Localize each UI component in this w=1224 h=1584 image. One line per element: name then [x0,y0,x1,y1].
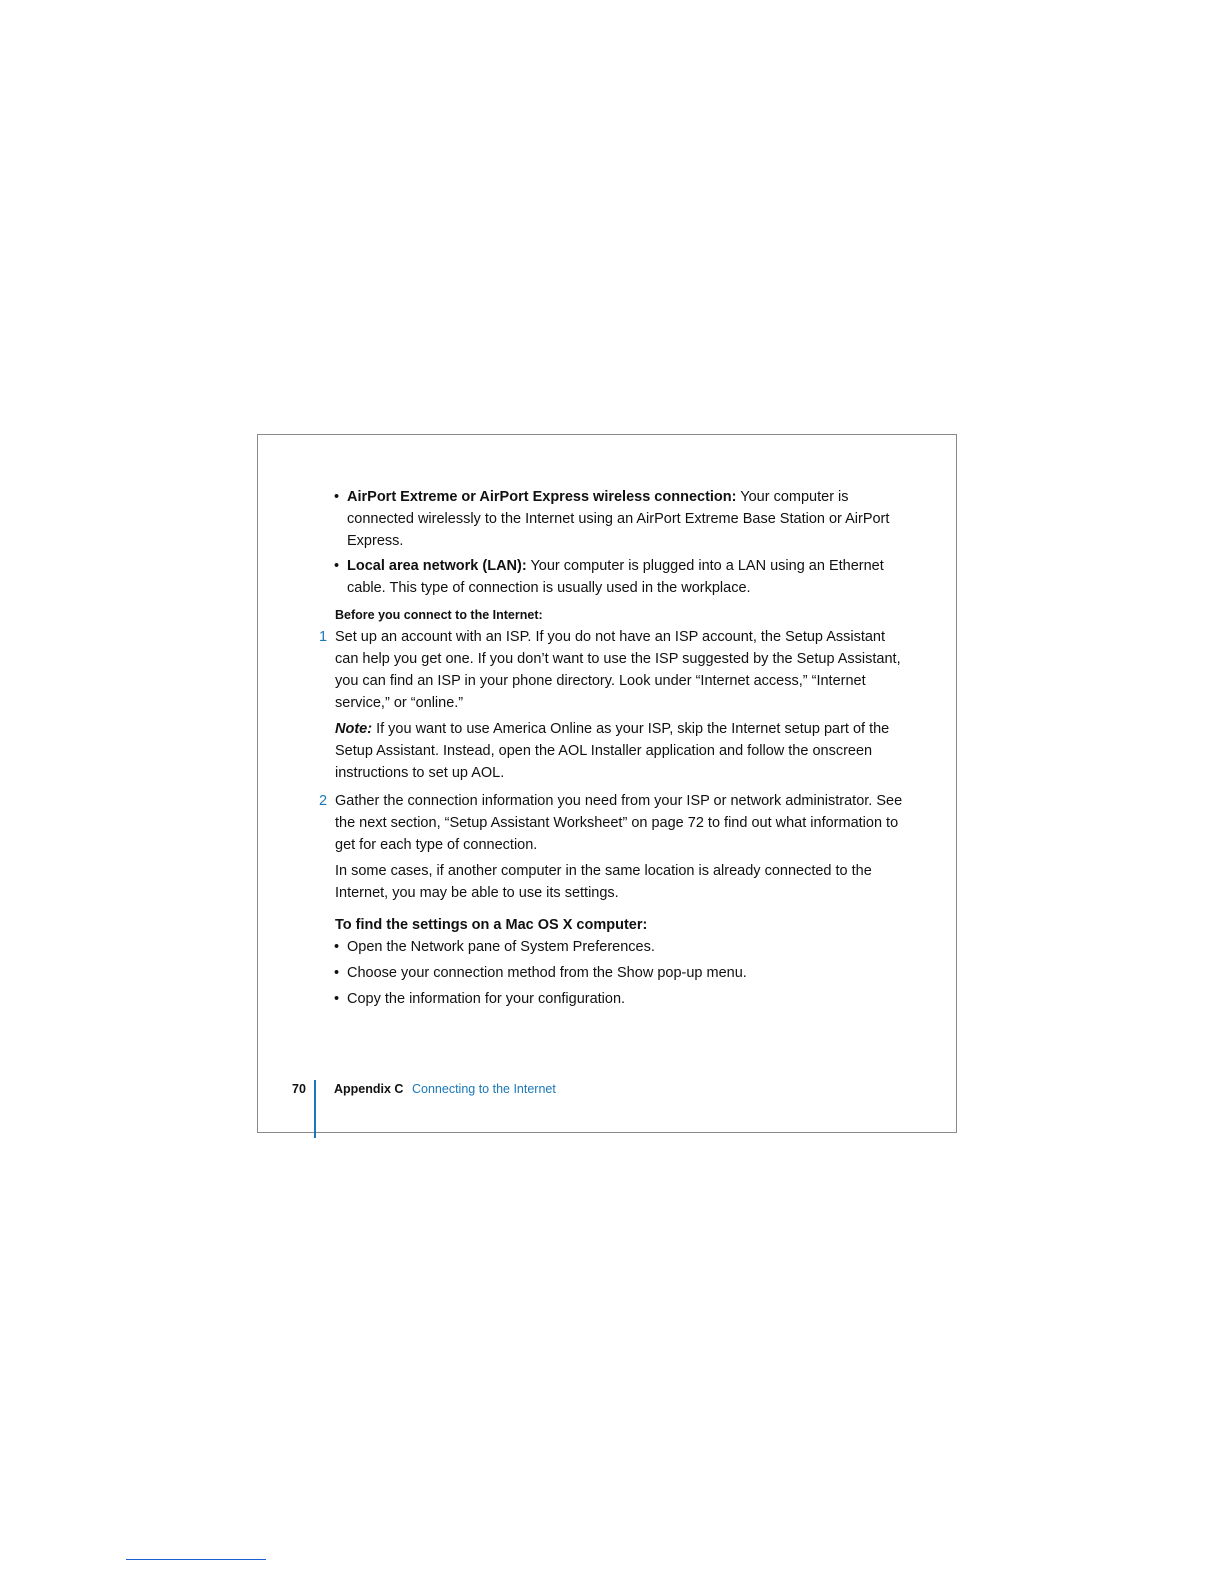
bullet-airport [310,486,910,552]
step-2 [310,790,910,856]
some-cases-paragraph: In some cases, if another computer in the same location is already connected to the Internet, you may be able to use its settings. [335,863,872,901]
step-2-text: Gather the connection information you need from your ISP or network administrator. See the next section, “Setup Assistant Worksheet” on page 72 to find out what information to get for each type of connection. [335,793,903,853]
step-number: 1 [319,629,328,645]
bullet-dot: • [334,489,340,505]
bullet-lan [310,555,910,599]
note-text: If you want to use America Online as your ISP, skip the Internet setup part of the Setup Assistant. Instead, open the AOL Installer application and follow the onscreen instructions to set up AOL. [335,721,890,781]
list-item-text: Choose your connection method from the Show pop-up menu. [347,965,747,981]
bullet-airport-term: AirPort Extreme or AirPort Express wireless connection: [347,489,737,505]
list-item-text: Open the Network pane of System Preferences. [347,939,655,955]
page-number: 70 [292,1082,306,1096]
bullet-dot: • [334,558,340,574]
list-item [310,962,910,984]
page-footer [280,1080,880,1138]
appendix-label: Appendix C [334,1082,404,1096]
bullet-dot: • [334,939,340,955]
step-number: 2 [319,793,328,809]
list-item-text: Copy the information for your configuration. [347,991,626,1007]
bullet-lan-term: Local area network (LAN): [347,558,527,574]
step-1-text: Set up an account with an ISP. If you do not have an ISP account, the Setup Assistant can help you get one. If you don’t want to use the ISP suggested by the Setup Assistant, you can find an ISP in your phone directory. Look under “Internet access,” “Internet service,” or “online.” [335,629,901,711]
find-settings-heading: To find the settings on a Mac OS X computer: [335,917,648,933]
list-item [310,988,910,1010]
bullet-airport-text: Your computer is connected wirelessly to the Internet using an AirPort Extreme Base Station or AirPort Express. [347,489,890,549]
find-settings-list [310,936,910,1010]
list-item [310,936,910,958]
chapter-title: Connecting to the Internet [412,1082,556,1096]
note-label: Note: [335,721,373,737]
bullet-lan-text: Your computer is plugged into a LAN using an Ethernet cable. This type of connection is usually used in the workplace. [347,558,884,596]
footer-divider [314,1080,316,1138]
page-content [310,486,910,1014]
step-1 [310,626,910,714]
note-paragraph [310,718,910,784]
link-underline[interactable] [126,1559,266,1560]
before-connect-heading: Before you connect to the Internet: [335,608,543,622]
bullet-dot: • [334,991,340,1007]
bullet-dot: • [334,965,340,981]
